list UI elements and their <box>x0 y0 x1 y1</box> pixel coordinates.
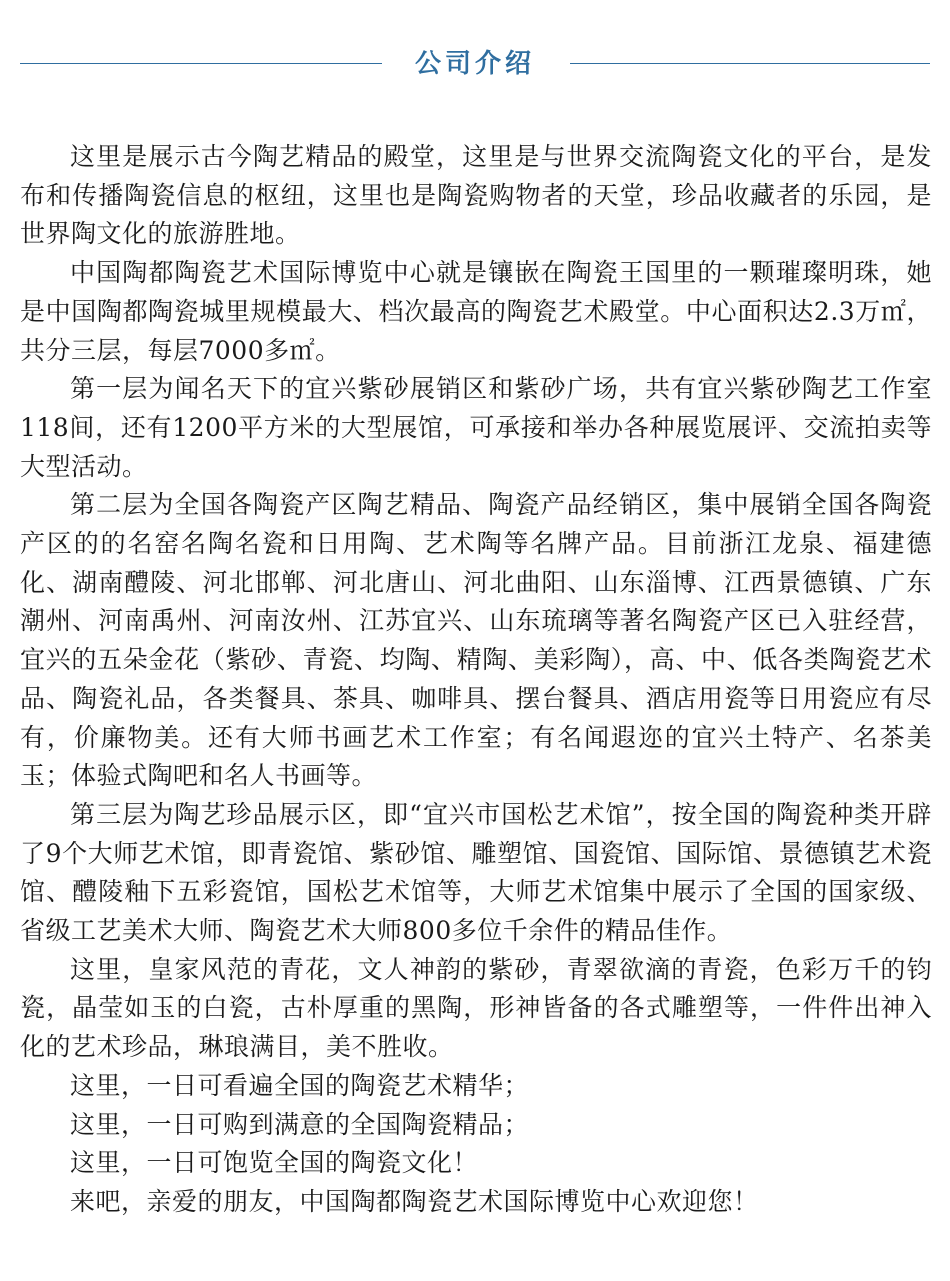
paragraph-welcome: 来吧，亲爱的朋友，中国陶都陶瓷艺术国际博览中心欢迎您！ <box>70 1186 759 1216</box>
paragraph-second-floor: 第二层为全国各陶瓷产区陶艺精品、陶瓷产品经销区，集中展销全国各陶瓷产区的的名窑名陶名瓷和日用陶、艺术陶等名牌产品。目前浙江龙泉、福建德化、湖南醴陵、河北邯郸、河北唐山、河北曲阳、山东淄博、江西景德镇、广东潮州、河南禹州、河南汝州、江苏宜兴、山东琉璃等著名陶瓷产区已入驻经营，宜兴的五朵金花（紫砂、青瓷、均陶、精陶、美彩陶），高、中、低各类陶瓷艺术品、陶瓷礼品，各类餐具、茶具、咖啡具、摆台餐具、酒店用瓷等日用瓷应有尽有，价廉物美。还有大师书画艺术工作室；有名闻遐迩的宜兴土特产、名茶美玉；体验式陶吧和名人书画等。 <box>20 490 932 791</box>
section-header <box>0 40 950 88</box>
intro-body <box>20 138 932 1222</box>
page-title: 公司介绍 <box>414 49 535 79</box>
header-divider-right <box>570 63 930 64</box>
paragraph-enjoy: 这里，一日可饱览全国的陶瓷文化！ <box>70 1148 479 1178</box>
header-divider-left <box>20 63 382 64</box>
paragraph-highlights: 这里，皇家风范的青花，文人神韵的紫砂，青翠欲滴的青瓷，色彩万千的钧瓷，晶莹如玉的白瓷，古朴厚重的黑陶，形神皆备的各式雕塑等，一件件出神入化的艺术珍品，琳琅满目，美不胜收。 <box>20 954 932 1062</box>
paragraph-third-floor: 第三层为陶艺珍品展示区，即“宜兴市国松艺术馆”，按全国的陶瓷种类开辟了9个大师艺术馆，即青瓷馆、紫砂馆、雕塑馆、国瓷馆、国际馆、景德镇艺术瓷馆、醴陵釉下五彩瓷馆，国松艺术馆等，大师艺术馆集中展示了全国的国家级、省级工艺美术大师、陶瓷艺术大师800多位千余件的精品佳作。 <box>20 799 932 946</box>
paragraph-intro: 这里是展示古今陶艺精品的殿堂，这里是与世界交流陶瓷文化的平台，是发布和传播陶瓷信息的枢纽，这里也是陶瓷购物者的天堂，珍品收藏者的乐园，是世界陶文化的旅游胜地。 <box>20 142 932 249</box>
paragraph-center-overview: 中国陶都陶瓷艺术国际博览中心就是镶嵌在陶瓷王国里的一颗璀璨明珠，她是中国陶都陶瓷城里规模最大、档次最高的陶瓷艺术殿堂。中心面积达2.3万㎡，共分三层，每层7000多㎡。 <box>20 258 932 365</box>
paragraph-see: 这里，一日可看遍全国的陶瓷艺术精华； <box>70 1070 530 1100</box>
paragraph-first-floor: 第一层为闻名天下的宜兴紫砂展销区和紫砂广场，共有宜兴紫砂陶艺工作室118间，还有1200平方米的大型展馆，可承接和举办各种展览展评、交流拍卖等大型活动。 <box>20 374 932 481</box>
paragraph-buy: 这里，一日可购到满意的全国陶瓷精品； <box>70 1109 530 1139</box>
